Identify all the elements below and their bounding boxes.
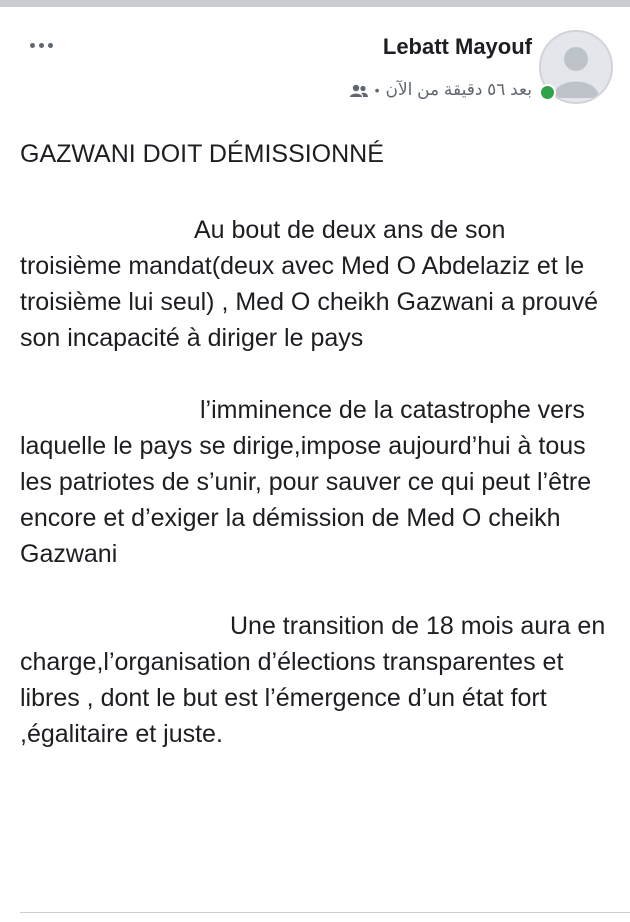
more-options-icon[interactable] — [30, 38, 64, 52]
post-body — [20, 128, 612, 752]
bottom-divider — [20, 912, 630, 913]
online-status-dot — [539, 84, 556, 101]
friends-icon[interactable] — [349, 83, 369, 97]
author-name[interactable]: Lebatt Mayouf — [382, 34, 532, 59]
post-title: GAZWANI DOIT DÉMISSIONNÉ — [20, 140, 384, 168]
more-dot — [39, 43, 44, 48]
top-separator-band — [0, 0, 630, 7]
post-paragraph: l’imminence de la catastrophe vers laquelle le pays se dirige,impose aujourd’hui à tous les patriotes de s’unir, pour sauver ce qui peut l’être encore et d’exiger la démission de Med O cheikh Gazwani — [20, 396, 592, 568]
meta-separator: • — [374, 82, 380, 98]
post-timestamp[interactable]: بعد ٥٦ دقيقة من الآن — [385, 80, 532, 99]
post-paragraph: Une transition de 18 mois aura en charge,l’organisation d’élections transparentes et libres , dont le but est l’émergence d’un état fort ,égalitaire et juste. — [20, 612, 606, 748]
more-dot — [48, 43, 53, 48]
post-paragraph: Au bout de deux ans de son troisième mandat(deux avec Med O Abdelaziz et le troisième lui seul) , Med O cheikh Gazwani a prouvé son incapacité à diriger le pays — [20, 216, 599, 352]
post-meta — [349, 80, 532, 100]
more-dot — [30, 43, 35, 48]
